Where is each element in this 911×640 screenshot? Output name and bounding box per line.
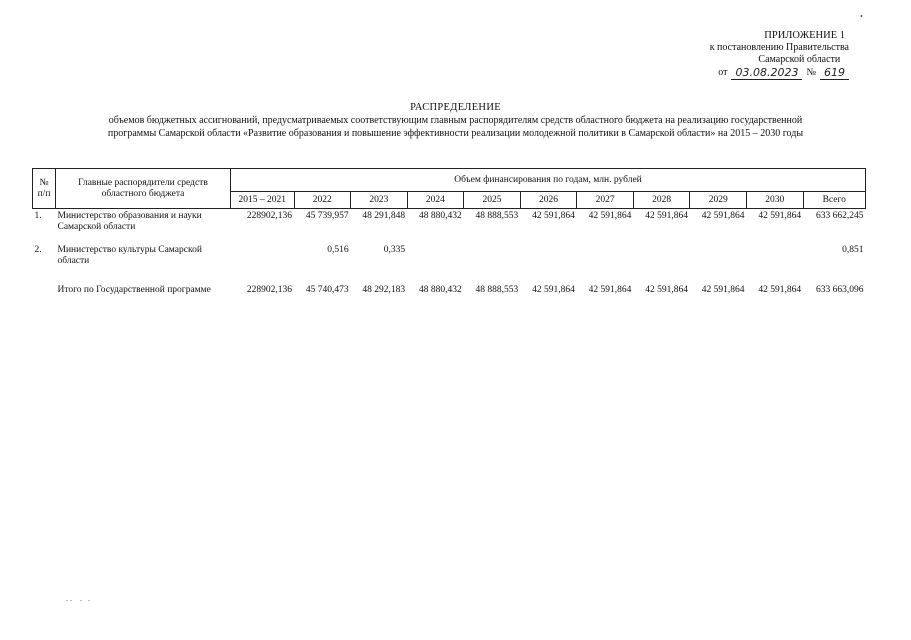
row-value: 48 888,553 [475, 211, 519, 221]
year-header-5: 2026 [520, 192, 577, 209]
row-value: 633 662,245 [816, 211, 864, 221]
decree-number: 619 [820, 67, 849, 80]
row-value: 48 880,432 [418, 211, 462, 221]
row-value: 228902,136 [246, 211, 293, 221]
row-value: 633 663,096 [816, 285, 864, 295]
date-prefix: от [718, 67, 728, 78]
col-group-header: Объем финансирования по годам, млн. рублей [231, 169, 866, 192]
row-value: 42 591,864 [701, 211, 745, 221]
row-value: 228902,136 [246, 285, 293, 295]
year-header-2: 2023 [351, 192, 408, 209]
row-value: 42 591,864 [645, 211, 688, 221]
row-value: 42 591,864 [758, 211, 802, 221]
appendix-region-line: Самарской области [758, 54, 841, 65]
row-name: Министерство культуры Самарской области [57, 245, 202, 266]
row-value: 42 591,864 [588, 211, 632, 221]
row-value: 45 739,957 [305, 211, 349, 221]
row-value [633, 243, 690, 277]
funding-table [32, 168, 866, 298]
table-row [33, 209, 866, 244]
scan-dots: . . . . [66, 594, 90, 603]
row-value: 0,335 [383, 245, 406, 255]
row-number: 2. [34, 245, 42, 255]
col-no-header: № п/п [33, 169, 56, 209]
row-value: 0,851 [842, 245, 864, 255]
year-header-10: Всего [803, 192, 865, 209]
row-value: 48 888,553 [475, 285, 519, 295]
year-header-6: 2027 [577, 192, 634, 209]
row-value: 48 880,432 [418, 285, 462, 295]
row-number [33, 277, 56, 298]
row-value: 42 591,864 [532, 285, 575, 295]
decree-date: 03.08.2023 [731, 67, 802, 80]
scan-speck: • [860, 12, 863, 21]
table-body [33, 209, 866, 299]
document-title: РАСПРЕДЕЛЕНИЕ [410, 102, 501, 113]
appendix-date-number [710, 67, 849, 80]
row-value: 42 591,864 [758, 285, 802, 295]
row-name: Итого по Государственной программе [57, 285, 211, 295]
row-value [690, 243, 747, 277]
row-value: 48 292,183 [362, 285, 406, 295]
year-header-4: 2025 [464, 192, 521, 209]
row-value: 42 591,864 [532, 211, 575, 221]
row-value: 42 591,864 [645, 285, 688, 295]
row-value: 42 591,864 [701, 285, 745, 295]
row-value: 48 291,848 [362, 211, 406, 221]
row-value [747, 243, 804, 277]
appendix-decree-line: к постановлению Правительства [709, 42, 849, 53]
row-value: 0,516 [327, 245, 349, 255]
year-header-7: 2028 [633, 192, 690, 209]
year-header-0: 2015 – 2021 [231, 192, 295, 209]
row-number: 1. [34, 211, 42, 221]
row-value: 42 591,864 [588, 285, 632, 295]
year-header-9: 2030 [747, 192, 804, 209]
document-heading [0, 101, 911, 140]
row-value [464, 243, 521, 277]
document-subtitle-line2: программы Самарской области «Развитие образования и повышение эффективности реализации молодежной политики в Самарской области» на 2015 – 2030 годы [107, 128, 804, 139]
year-header-3: 2024 [407, 192, 464, 209]
row-value [407, 243, 464, 277]
table-row [33, 243, 866, 277]
row-value: 45 740,473 [305, 285, 349, 295]
row-value [520, 243, 577, 277]
row-name: Министерство образования и науки Самарской области [57, 211, 202, 232]
year-header-1: 2022 [294, 192, 351, 209]
document-subtitle-line1: объемов бюджетных ассигнований, предусматриваемых соответствующим главным распорядителям средств областного бюджета на реализацию государственной [108, 115, 803, 126]
number-prefix: № [806, 67, 816, 78]
row-value [231, 243, 295, 277]
appendix-block [710, 30, 849, 80]
row-value [577, 243, 634, 277]
col-name-header: Главные распорядители средств областного бюджета [56, 169, 231, 209]
table-row [33, 277, 866, 298]
appendix-title: ПРИЛОЖЕНИЕ 1 [764, 30, 845, 41]
year-header-8: 2029 [690, 192, 747, 209]
